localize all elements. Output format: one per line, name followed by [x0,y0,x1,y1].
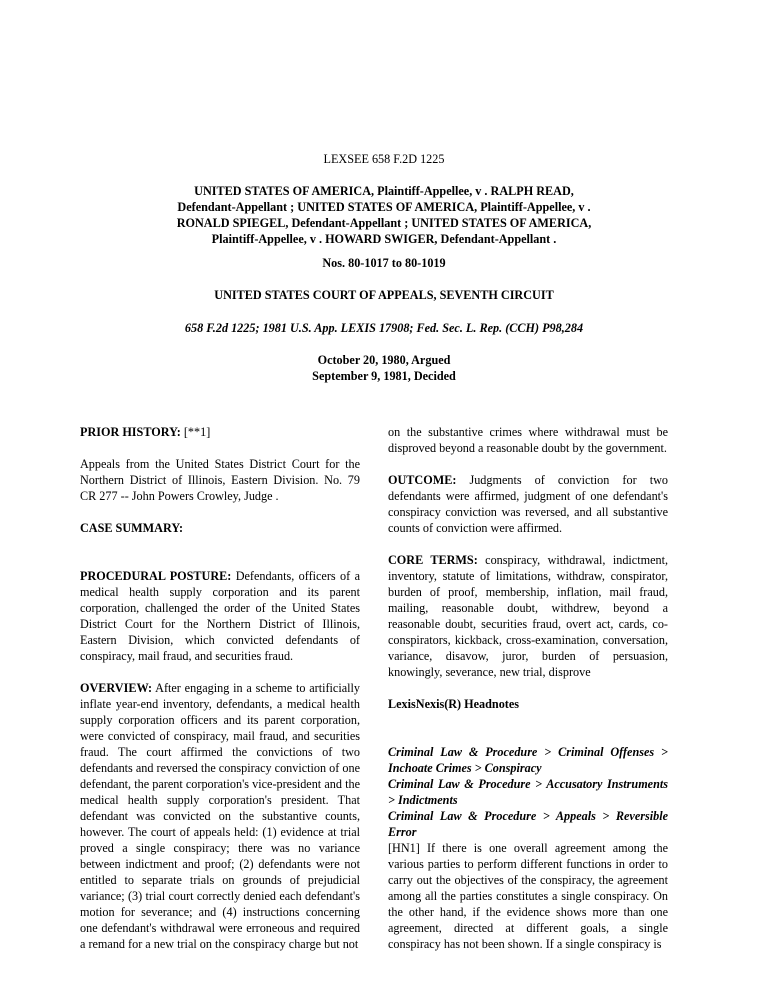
case-summary-heading: CASE SUMMARY: [80,521,184,535]
prior-history-ref: [**1] [180,425,211,439]
headnote-category: Criminal Law & Procedure > Appeals > Reversible Error [388,809,668,839]
overview-text: After engaging in a scheme to artificially inflate year-end inventory, defendants, a medical health supply corporation officers and its parent corporation, were convicted of conspiracy, mail fraud, and securities fraud. The court affirmed the convictions of two defendants and reversed the conspiracy conviction of one defendant, the parent corporation's vice-president and the medical health supply corporation's president. That defendant was convicted on the substantive counts, however. The court of appeals held: (1) evidence at trial proved a single conspiracy; there was no variance between indictment and proof; (2) defendants were not entitled to separate trials on grounds of prejudicial variance; (3) trial court correctly denied each defendant's motion for severance; and (4) instructions concerning one defendant's withdrawal were erroneous and required a remand for a new trial on the conspiracy charge but not [80,681,360,951]
core-terms-text: conspiracy, withdrawal, indictment, inventory, statute of limitations, withdraw, conspirator, burden of proof, membership, inflation, mail fraud, mailing, reasonable doubt, withdrew, beyond a reasonable doubt, securities fraud, overt act, cards, co-conspirators, kickback, cross-examination, conversation, variance, disavow, juror, burden of persuasion, knowingly, severance, new trial, disprove [388,553,669,679]
outcome-paragraph [388,472,668,536]
left-column [80,424,360,952]
parties-line: UNITED STATES OF AMERICA, Plaintiff-Appellee, v . RALPH READ, [194,184,574,198]
docket-numbers: Nos. 80-1017 to 80-1019 [322,256,446,270]
prior-history-heading [80,424,360,440]
headnote-category: Criminal Law & Procedure > Accusatory Instruments > Indictments [388,777,668,807]
procedural-posture-label: PROCEDURAL POSTURE: [80,569,232,583]
outcome-text: Judgments of conviction for two defendants were affirmed, judgment of one defendant's conspiracy conviction was reversed, and all substantive counts of conviction were affirmed. [388,473,668,535]
core-terms-paragraph [388,552,668,680]
parties-line: Plaintiff-Appellee, v . HOWARD SWIGER, Defendant-Appellant . [211,232,557,246]
headnote-hn1: [HN1] If there is one overall agreement among the various parties to perform different functions in order to carry out the objectives of the conspiracy, the agreement among all the parties constitutes a single conspiracy. On the other hand, if the evidence shows more than one agreement, directed at different goals, a single conspiracy has not been shown. If a single conspiracy is [388,841,668,951]
decided-date: September 9, 1981, Decided [312,369,456,383]
overview-paragraph [80,680,360,952]
procedural-posture-paragraph [80,568,360,664]
case-parties [0,183,768,247]
argued-date: October 20, 1980, Argued [317,353,451,367]
core-terms-label: CORE TERMS: [388,553,478,567]
right-column [388,424,668,952]
overview-label: OVERVIEW: [80,681,153,695]
lexsee-citation: LEXSEE 658 F.2D 1225 [323,152,445,166]
parties-line: Defendant-Appellant ; UNITED STATES OF AMERICA, Plaintiff-Appellee, v . [177,200,591,214]
headnote-category: Criminal Law & Procedure > Criminal Offenses > Inchoate Crimes > Conspiracy [388,745,668,775]
outcome-label: OUTCOME: [388,473,457,487]
case-dates [0,352,768,384]
headnotes-heading: LexisNexis(R) Headnotes [388,697,520,711]
parties-line: RONALD SPIEGEL, Defendant-Appellant ; UNITED STATES OF AMERICA, [176,216,592,230]
reporter-citation: 658 F.2d 1225; 1981 U.S. App. LEXIS 17908; Fed. Sec. L. Rep. (CCH) P98,284 [184,321,584,335]
procedural-posture-text: Defendants, officers of a medical health supply corporation and its parent corporation, challenged the order of the United States District Court for the Northern District of Illinois, Eastern Division, which convicted defendants of conspiracy, mail fraud, and securities fraud. [80,569,360,663]
prior-history-label: PRIOR HISTORY: [80,425,181,439]
court-name: UNITED STATES COURT OF APPEALS, SEVENTH CIRCUIT [214,288,554,302]
overview-continued: on the substantive crimes where withdrawal must be disproved beyond a reasonable doubt by the government. [388,425,668,455]
prior-history-text: Appeals from the United States District Court for the Northern District of Illinois, Eastern Division. No. 79 CR 277 -- John Powers Crowley, Judge . [80,457,360,503]
